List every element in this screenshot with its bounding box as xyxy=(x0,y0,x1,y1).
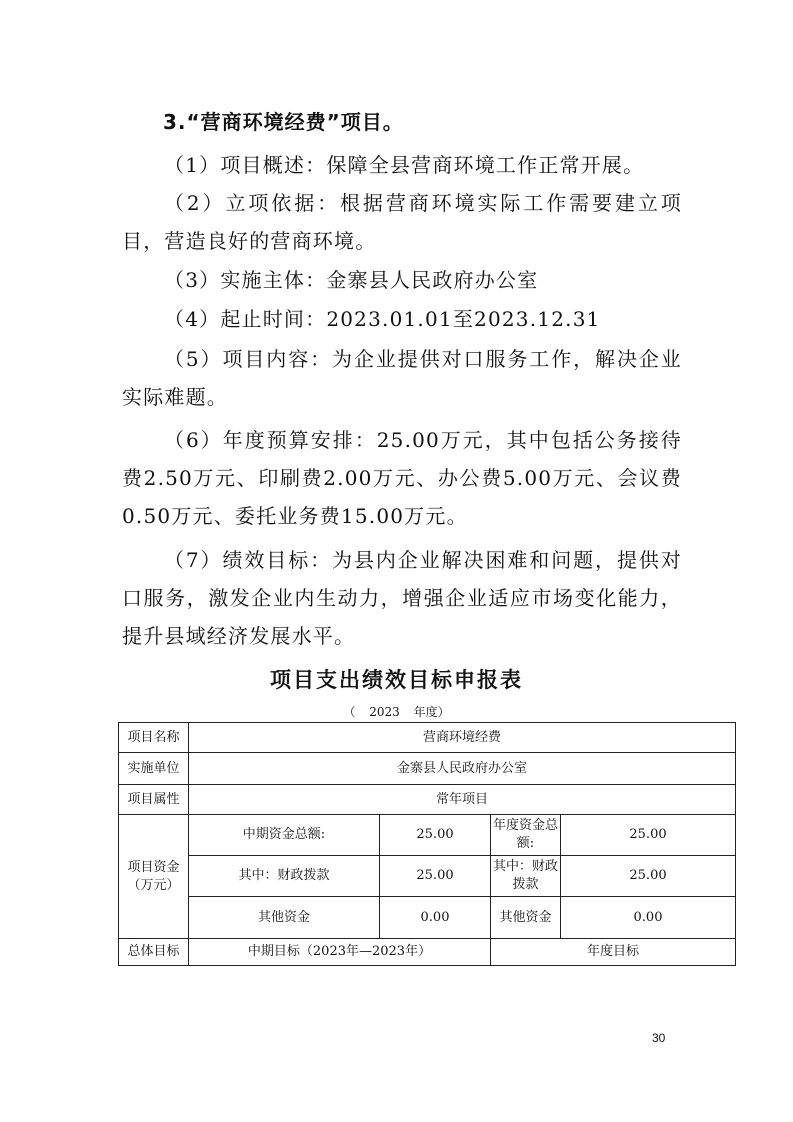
mid-fiscal-value: 25.00 xyxy=(380,856,491,897)
page-number: 30 xyxy=(652,1031,666,1045)
project-name-value: 营商环境经费 xyxy=(189,723,736,753)
attribute-value: 常年项目 xyxy=(189,785,736,815)
table-row xyxy=(119,939,736,966)
section-heading: 3.“营商环境经费”项目。 xyxy=(163,110,404,134)
item-budget: （6）年度预算安排：25.00万元，其中包括公务接待费2.50万元、印刷费2.00万元、办公费5.00万元、会议费0.50万元、委托业务费15.00万元。 xyxy=(122,428,682,528)
table-year-line: （ 2023 年度） xyxy=(343,705,450,719)
annual-fiscal-value: 25.00 xyxy=(561,856,736,897)
mid-other-value: 0.00 xyxy=(380,897,491,939)
unit-label: 实施单位 xyxy=(119,753,189,785)
table-title: 项目支出绩效目标申报表 xyxy=(270,668,523,692)
table-row xyxy=(119,785,736,815)
mid-other-label: 其他资金 xyxy=(189,897,380,939)
mid-total-value: 25.00 xyxy=(380,815,491,856)
item-period: （4）起止时间：2023.01.01至2023.12.31 xyxy=(164,307,601,331)
item-implementer: （3）实施主体：金寨县人民政府办公室 xyxy=(164,268,539,292)
table-row xyxy=(119,723,736,753)
item-performance-goal: （7）绩效目标：为县内企业解决困难和问题，提供对口服务，激发企业内生动力，增强企业适应市场变化能力，提升县域经济发展水平。 xyxy=(122,548,682,648)
mid-goal-header: 中期目标（2023年—2023年） xyxy=(189,939,491,966)
table-row xyxy=(119,815,736,856)
project-name-label: 项目名称 xyxy=(119,723,189,753)
funds-label: 项目资金（万元） xyxy=(119,815,189,939)
annual-fiscal-label: 其中：财政拨款 xyxy=(491,856,561,897)
annual-other-value: 0.00 xyxy=(561,897,736,939)
item-basis: （2）立项依据：根据营商环境实际工作需要建立项目，营造良好的营商环境。 xyxy=(122,191,682,253)
mid-total-label: 中期资金总额: xyxy=(189,815,380,856)
performance-goal-table xyxy=(118,722,736,966)
annual-other-label: 其他资金 xyxy=(491,897,561,939)
annual-total-label: 年度资金总额: xyxy=(491,815,561,856)
mid-fiscal-label: 其中：财政拨款 xyxy=(189,856,380,897)
annual-total-value: 25.00 xyxy=(561,815,736,856)
attribute-label: 项目属性 xyxy=(119,785,189,815)
table-row xyxy=(119,856,736,897)
table-row xyxy=(119,897,736,939)
annual-goal-header: 年度目标 xyxy=(491,939,736,966)
item-content: （5）项目内容：为企业提供对口服务工作，解决企业实际难题。 xyxy=(122,347,682,409)
item-overview: （1）项目概述：保障全县营商环境工作正常开展。 xyxy=(164,153,645,177)
unit-value: 金寨县人民政府办公室 xyxy=(189,753,736,785)
overall-goal-label: 总体目标 xyxy=(119,939,189,966)
table-row xyxy=(119,753,736,785)
